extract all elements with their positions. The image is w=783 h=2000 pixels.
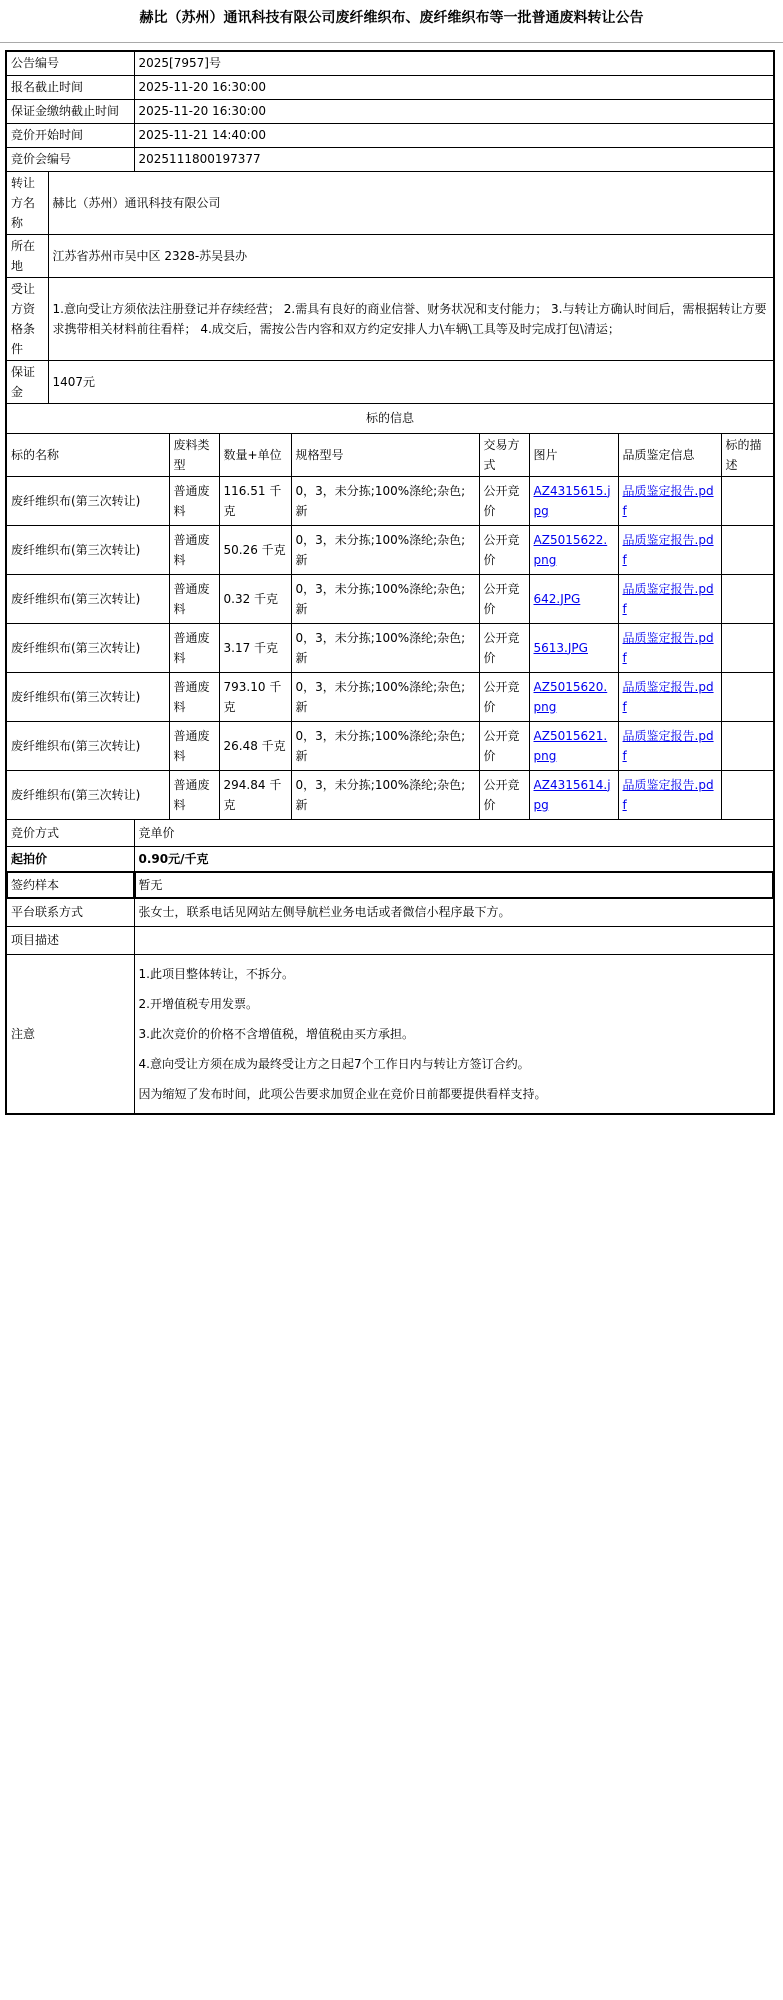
party-row-qualification (6, 277, 774, 360)
lot-report-cell (618, 574, 721, 623)
col-header-qty: 数量+单位 (219, 433, 291, 476)
row-label: 竞价会编号 (6, 147, 134, 171)
image-link[interactable]: 5613.JPG (533, 640, 588, 655)
lot-spec: 0，3，未分拣;100%涤纶;杂色;新 (291, 721, 479, 770)
lot-trade: 公开竞价 (479, 525, 529, 574)
lot-desc (721, 476, 774, 525)
page-title: 赫比（苏州）通讯科技有限公司废纤维织布、废纤维织布等一批普通废料转让公告 (139, 10, 644, 26)
lot-desc (721, 721, 774, 770)
lot-report-cell (618, 672, 721, 721)
lot-name: 废纤维织布(第三次转让) (6, 574, 169, 623)
row-label: 保证金 (6, 360, 48, 403)
lot-name: 废纤维织布(第三次转让) (6, 721, 169, 770)
lot-desc (721, 623, 774, 672)
lot-report-cell (618, 476, 721, 525)
lot-qty: 26.48 千克 (219, 721, 291, 770)
col-header-image: 图片 (529, 433, 618, 476)
lot-image-cell (529, 574, 618, 623)
lot-qty: 294.84 千克 (219, 770, 291, 819)
footer-row-bid-method (6, 819, 774, 846)
lot-trade: 公开竞价 (479, 721, 529, 770)
col-header-spec: 规格型号 (291, 433, 479, 476)
lot-name: 废纤维织布(第三次转让) (6, 623, 169, 672)
row-value: 张女士，联系电话见网站左侧导航栏业务电话或者微信小程序最下方。 (134, 898, 774, 926)
info-row-announcement-no (6, 51, 774, 75)
lot-image-cell (529, 476, 618, 525)
lot-name: 废纤维织布(第三次转让) (6, 525, 169, 574)
footer-row-project-desc (6, 926, 774, 954)
lot-name: 废纤维织布(第三次转让) (6, 476, 169, 525)
info-row-bid-start-time (6, 123, 774, 147)
lot-row (6, 476, 774, 525)
footer-row-note (6, 954, 774, 1114)
row-value (134, 926, 774, 954)
row-value: 江苏省苏州市吴中区 2328-苏吴县办 (48, 234, 774, 277)
lot-type: 普通废料 (169, 574, 219, 623)
row-label: 起拍价 (6, 846, 134, 871)
row-value: 1.意向受让方须依法注册登记并存续经营； 2.需具有良好的商业信誉、财务状况和支付能力； 3.与转让方确认时间后，需根据转让方要求携带相关材料前往看样； 4.成交后，需按公告内容和双方约定安排人力\车辆\工具等及时完成打包\清运； (48, 277, 774, 360)
note-line: 因为缩短了发布时间，此项公告要求加贸企业在竞价日前都要提供看样支持。 (138, 1086, 547, 1101)
report-link[interactable]: 品质鉴定报告.pdf (622, 777, 714, 812)
lot-type: 普通废料 (169, 721, 219, 770)
lot-trade: 公开竞价 (479, 672, 529, 721)
row-label: 项目描述 (6, 926, 134, 954)
row-value: 2025-11-20 16:30:00 (134, 99, 774, 123)
party-row-deposit (6, 360, 774, 403)
col-header-report: 品质鉴定信息 (618, 433, 721, 476)
note-line: 4.意向受让方须在成为最终受让方之日起7个工作日内与转让方签订合约。 (138, 1056, 530, 1071)
lot-spec: 0，3，未分拣;100%涤纶;杂色;新 (291, 770, 479, 819)
info-row-auction-no (6, 147, 774, 171)
row-label: 竞价开始时间 (6, 123, 134, 147)
lot-row (6, 672, 774, 721)
party-row-transferor-name (6, 171, 774, 234)
lot-row (6, 623, 774, 672)
lot-row (6, 770, 774, 819)
lot-spec: 0，3，未分拣;100%涤纶;杂色;新 (291, 623, 479, 672)
lot-report-cell (618, 721, 721, 770)
lot-column-header-row (6, 433, 774, 476)
lot-row (6, 525, 774, 574)
row-label: 公告编号 (6, 51, 134, 75)
lot-spec: 0，3，未分拣;100%涤纶;杂色;新 (291, 672, 479, 721)
row-value: 1407元 (48, 360, 774, 403)
lot-section-header (6, 403, 774, 433)
col-header-trade: 交易方式 (479, 433, 529, 476)
note-line: 2.开增值税专用发票。 (138, 996, 258, 1011)
image-link[interactable]: AZ5015620.png (533, 679, 608, 714)
lot-row (6, 574, 774, 623)
report-link[interactable]: 品质鉴定报告.pdf (622, 581, 714, 616)
col-header-desc: 标的描述 (721, 433, 774, 476)
lot-type: 普通废料 (169, 770, 219, 819)
row-value (134, 954, 774, 1114)
col-header-name: 标的名称 (6, 433, 169, 476)
lot-trade: 公开竞价 (479, 574, 529, 623)
lot-type: 普通废料 (169, 476, 219, 525)
lot-row (6, 721, 774, 770)
lot-section-title: 标的信息 (6, 403, 774, 433)
lot-spec: 0，3，未分拣;100%涤纶;杂色;新 (291, 476, 479, 525)
col-header-type: 废料类型 (169, 433, 219, 476)
lot-type: 普通废料 (169, 672, 219, 721)
note-line: 3.此次竞价的价格不含增值税，增值税由买方承担。 (138, 1026, 414, 1041)
footer-row-platform-contact (6, 898, 774, 926)
lot-image-cell (529, 672, 618, 721)
report-link[interactable]: 品质鉴定报告.pdf (622, 630, 714, 665)
note-line: 1.此项目整体转让，不拆分。 (138, 966, 294, 981)
lot-image-cell (529, 770, 618, 819)
lot-qty: 0.32 千克 (219, 574, 291, 623)
row-value: 暂无 (134, 871, 774, 898)
row-label: 保证金缴纳截止时间 (6, 99, 134, 123)
lot-image-cell (529, 525, 618, 574)
lot-desc (721, 770, 774, 819)
lot-qty: 116.51 千克 (219, 476, 291, 525)
row-label: 所在地 (6, 234, 48, 277)
row-label: 报名截止时间 (6, 75, 134, 99)
row-label: 转让方名称 (6, 171, 48, 234)
image-link[interactable]: AZ4315614.jpg (533, 777, 611, 812)
lot-qty: 50.26 千克 (219, 525, 291, 574)
announcement-table (5, 50, 775, 1115)
row-value: 赫比（苏州）通讯科技有限公司 (48, 171, 774, 234)
lot-report-cell (618, 623, 721, 672)
row-value: 2025111800197377 (134, 147, 774, 171)
image-link[interactable]: 642.JPG (533, 591, 581, 606)
lot-spec: 0，3，未分拣;100%涤纶;杂色;新 (291, 574, 479, 623)
footer-row-start-price (6, 846, 774, 871)
row-label: 签约样本 (6, 871, 134, 898)
image-link[interactable]: AZ5015621.png (533, 728, 608, 763)
divider (0, 42, 783, 43)
report-link[interactable]: 品质鉴定报告.pdf (622, 679, 714, 714)
row-value: 竞单价 (134, 819, 774, 846)
row-value: 2025-11-20 16:30:00 (134, 75, 774, 99)
lot-image-cell (529, 721, 618, 770)
lot-desc (721, 574, 774, 623)
image-link[interactable]: AZ4315615.jpg (533, 483, 611, 518)
lot-report-cell (618, 770, 721, 819)
row-value: 2025[7957]号 (134, 51, 774, 75)
party-row-location (6, 234, 774, 277)
row-value: 0.90元/千克 (134, 846, 774, 871)
lot-trade: 公开竞价 (479, 770, 529, 819)
info-row-deposit-deadline (6, 99, 774, 123)
row-label: 平台联系方式 (6, 898, 134, 926)
lot-trade: 公开竞价 (479, 623, 529, 672)
lot-type: 普通废料 (169, 623, 219, 672)
lot-image-cell (529, 623, 618, 672)
lot-desc (721, 525, 774, 574)
image-link[interactable]: AZ5015622.png (533, 532, 608, 567)
lot-desc (721, 672, 774, 721)
lot-name: 废纤维织布(第三次转让) (6, 672, 169, 721)
row-label: 受让方资格条件 (6, 277, 48, 360)
lot-qty: 3.17 千克 (219, 623, 291, 672)
report-link[interactable]: 品质鉴定报告.pdf (622, 728, 714, 763)
row-label: 注意 (6, 954, 134, 1114)
row-value: 2025-11-21 14:40:00 (134, 123, 774, 147)
lot-report-cell (618, 525, 721, 574)
row-label: 竞价方式 (6, 819, 134, 846)
info-row-signup-deadline (6, 75, 774, 99)
footer-row-contract-sample (6, 871, 774, 898)
lot-name: 废纤维织布(第三次转让) (6, 770, 169, 819)
lot-qty: 793.10 千克 (219, 672, 291, 721)
lot-spec: 0，3，未分拣;100%涤纶;杂色;新 (291, 525, 479, 574)
lot-type: 普通废料 (169, 525, 219, 574)
lot-trade: 公开竞价 (479, 476, 529, 525)
report-link[interactable]: 品质鉴定报告.pdf (622, 532, 714, 567)
report-link[interactable]: 品质鉴定报告.pdf (622, 483, 714, 518)
